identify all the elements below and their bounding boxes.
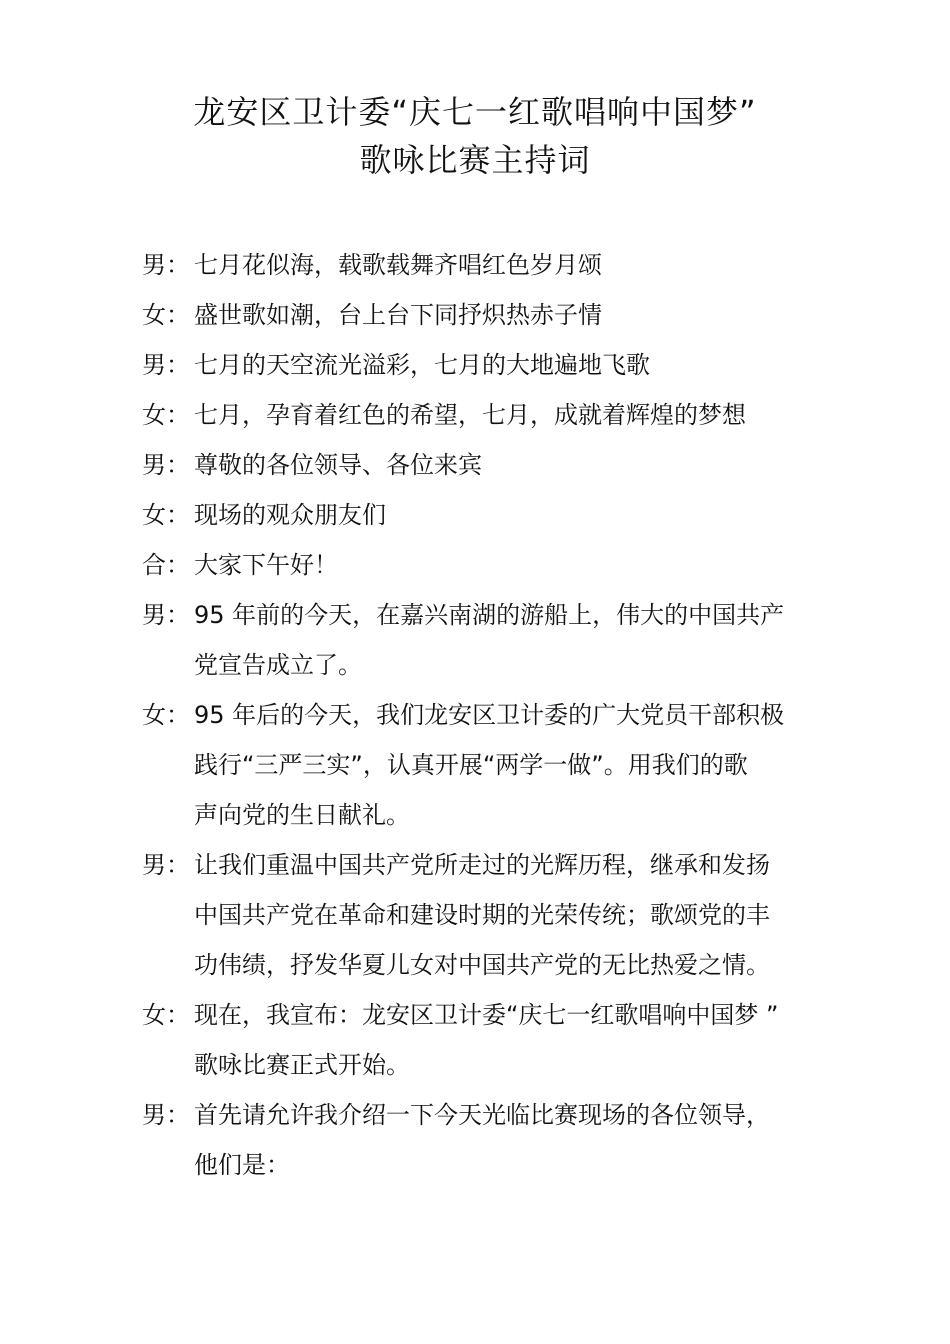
dialogue-line: 他们是： (194, 1151, 290, 1179)
speaker-label: 女： (142, 701, 190, 729)
dialogue-entry (142, 440, 822, 490)
dialogue-line: 声向党的生日献礼。 (194, 801, 410, 829)
speaker-label: 合： (142, 551, 190, 579)
dialogue-line: 让我们重温中国共产党所走过的光辉历程，继承和发扬 (194, 851, 770, 879)
dialogue-text (194, 240, 822, 290)
document-title-line-2: 歌咏比赛主持词 (359, 141, 591, 179)
dialogue-line: 歌咏比赛正式开始。 (194, 1051, 410, 1079)
dialogue-line: 现场的观众朋友们 (194, 501, 386, 529)
dialogue-line: 功伟绩，抒发华夏儿女对中国共产党的无比热爱之情。 (194, 951, 770, 979)
dialogue-line: 践行“三严三实”，认真开展“两学一做”。用我们的歌 (194, 751, 748, 779)
dialogue-line: 七月的天空流光溢彩，七月的大地遍地飞歌 (194, 351, 650, 379)
dialogue-line: 95 年后的今天，我们龙安区卫计委的广大党员干部积极 (194, 701, 785, 729)
dialogue-entry (142, 690, 822, 840)
dialogue-text (194, 840, 822, 990)
speaker-label: 男： (142, 851, 190, 879)
speaker-label: 女： (142, 501, 190, 529)
speaker-label: 女： (142, 1001, 190, 1029)
dialogue-line: 现在，我宣布：龙安区卫计委“庆七一红歌唱响中国梦 ” (194, 1001, 779, 1029)
dialogue-text (194, 440, 822, 490)
dialogue-entry (142, 990, 822, 1090)
dialogue-entry (142, 390, 822, 440)
dialogue-line: 首先请允许我介绍一下今天光临比赛现场的各位领导， (194, 1101, 770, 1129)
dialogue-text (194, 390, 822, 440)
dialogue-text (194, 590, 822, 690)
document-title-line-1: 龙安区卫计委“庆七一红歌唱响中国梦” (193, 93, 757, 131)
dialogue-line: 中国共产党在革命和建设时期的光荣传统；歌颂党的丰 (194, 901, 770, 929)
speaker-label: 男： (142, 351, 190, 379)
dialogue-entry (142, 840, 822, 990)
dialogue-line: 党宣告成立了。 (194, 651, 362, 679)
dialogue-entry (142, 590, 822, 690)
dialogue-entry (142, 340, 822, 390)
dialogue-text (194, 690, 822, 840)
speaker-label: 男： (142, 451, 190, 479)
dialogue-line: 盛世歌如潮，台上台下同抒炽热赤子情 (194, 301, 602, 329)
dialogue-line: 尊敬的各位领导、各位来宾 (194, 451, 482, 479)
speaker-label: 男： (142, 1101, 190, 1129)
speaker-label: 女： (142, 401, 190, 429)
dialogue-entry (142, 490, 822, 540)
dialogue-entry (142, 1090, 822, 1190)
host-script (142, 240, 822, 1190)
dialogue-text (194, 1090, 822, 1190)
dialogue-text (194, 540, 822, 590)
dialogue-entry (142, 540, 822, 590)
speaker-label: 男： (142, 601, 190, 629)
dialogue-line: 95 年前的今天，在嘉兴南湖的游船上，伟大的中国共产 (194, 601, 785, 629)
dialogue-line: 七月花似海，载歌载舞齐唱红色岁月颂 (194, 251, 602, 279)
dialogue-entry (142, 290, 822, 340)
dialogue-entry (142, 240, 822, 290)
dialogue-line: 大家下午好！ (194, 551, 338, 579)
speaker-label: 男： (142, 251, 190, 279)
speaker-label: 女： (142, 301, 190, 329)
dialogue-text (194, 290, 822, 340)
dialogue-text (194, 990, 822, 1090)
dialogue-text (194, 490, 822, 540)
dialogue-line: 七月，孕育着红色的希望，七月，成就着辉煌的梦想 (194, 401, 746, 429)
dialogue-text (194, 340, 822, 390)
